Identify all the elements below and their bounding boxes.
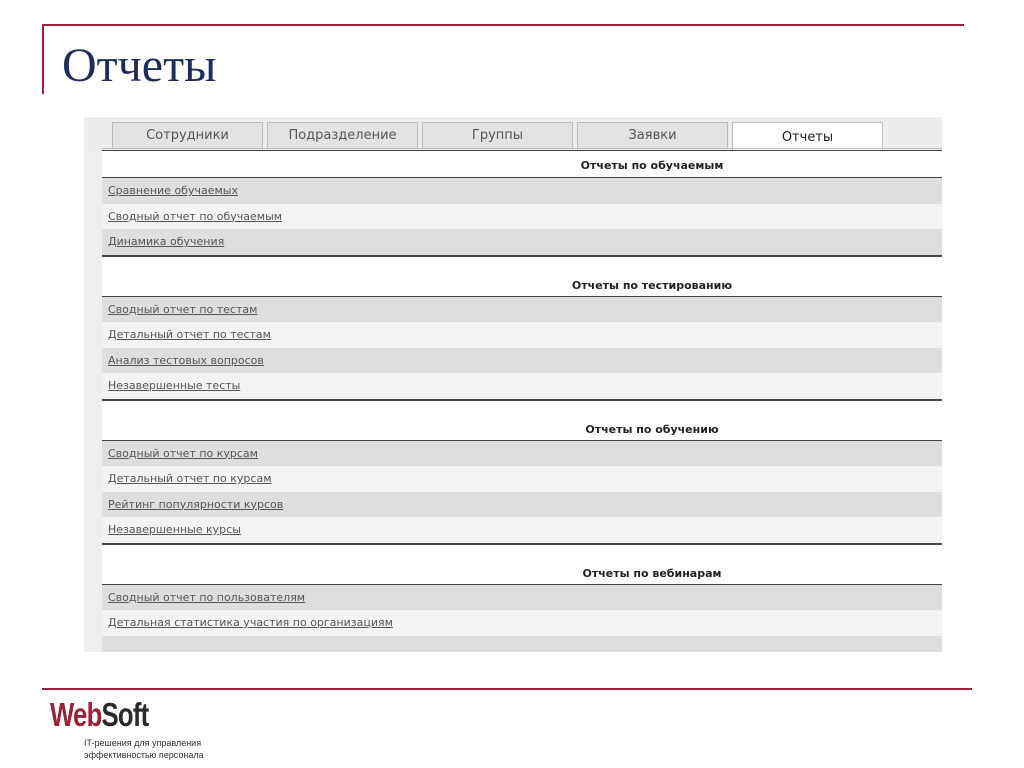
section-title: Отчеты по обучаемым (580, 159, 724, 172)
tab-employees[interactable]: Сотрудники (112, 122, 263, 148)
list-item (102, 229, 942, 255)
tab-reports[interactable]: Отчеты (732, 122, 883, 152)
report-link-course-summary[interactable]: Сводный отчет по курсам (108, 446, 258, 460)
tab-departments[interactable]: Подразделение (267, 122, 418, 148)
reports-screenshot (84, 117, 942, 652)
list-item (102, 204, 942, 230)
tab-bar (84, 117, 942, 151)
list-item (102, 492, 942, 518)
report-link-learning-dynamics[interactable]: Динамика обучения (108, 235, 225, 248)
tab-requests[interactable]: Заявки (577, 122, 728, 148)
list-item (102, 373, 942, 399)
reports-content (102, 150, 942, 652)
list-item (102, 636, 942, 653)
tab-baseline (102, 148, 942, 149)
report-link-course-rating[interactable]: Рейтинг популярности курсов (108, 497, 284, 511)
list-item (102, 466, 942, 492)
tab-groups[interactable]: Группы (422, 122, 573, 148)
top-divider (42, 24, 964, 26)
report-link-user-summary[interactable]: Сводный отчет по пользователям (108, 590, 306, 604)
slide-title: Отчеты (62, 39, 217, 92)
report-link-org-participation[interactable]: Детальная статистика участия по организациям (108, 616, 393, 629)
list-item (102, 610, 942, 636)
list-item (102, 178, 942, 204)
report-link-test-summary[interactable]: Сводный отчет по тестам (108, 302, 258, 316)
section-header-testing (102, 255, 942, 297)
section-title: Отчеты по вебинарам (582, 566, 722, 580)
logo-wordmark: WebSoft (50, 696, 149, 733)
report-link-learner-summary[interactable]: Сводный отчет по обучаемым (108, 209, 283, 223)
title-accent-bar (42, 24, 44, 94)
section-header-learners (102, 150, 942, 178)
report-link-question-analysis[interactable]: Анализ тестовых вопросов (108, 353, 264, 367)
report-link-learner-comparison[interactable]: Сравнение обучаемых (108, 184, 238, 197)
section-title: Отчеты по тестированию (571, 278, 733, 292)
report-link-unfinished-tests[interactable]: Незавершенные тесты (108, 379, 241, 392)
list-item (102, 297, 942, 323)
list-item (102, 322, 942, 348)
logo-tagline: IT-решения для управления эффективностью персонала (84, 738, 204, 760)
bottom-divider (42, 688, 972, 690)
report-link-test-detail[interactable]: Детальный отчет по тестам (108, 328, 271, 341)
websoft-logo (50, 697, 250, 767)
section-header-training (102, 399, 942, 441)
list-item (102, 441, 942, 467)
report-link-course-detail[interactable]: Детальный отчет по курсам (108, 472, 272, 485)
list-item (102, 517, 942, 543)
list-item (102, 348, 942, 374)
report-link-unfinished-courses[interactable]: Незавершенные курсы (108, 523, 241, 536)
section-header-webinars (102, 543, 942, 585)
list-item (102, 585, 942, 611)
section-title: Отчеты по обучению (585, 422, 719, 436)
